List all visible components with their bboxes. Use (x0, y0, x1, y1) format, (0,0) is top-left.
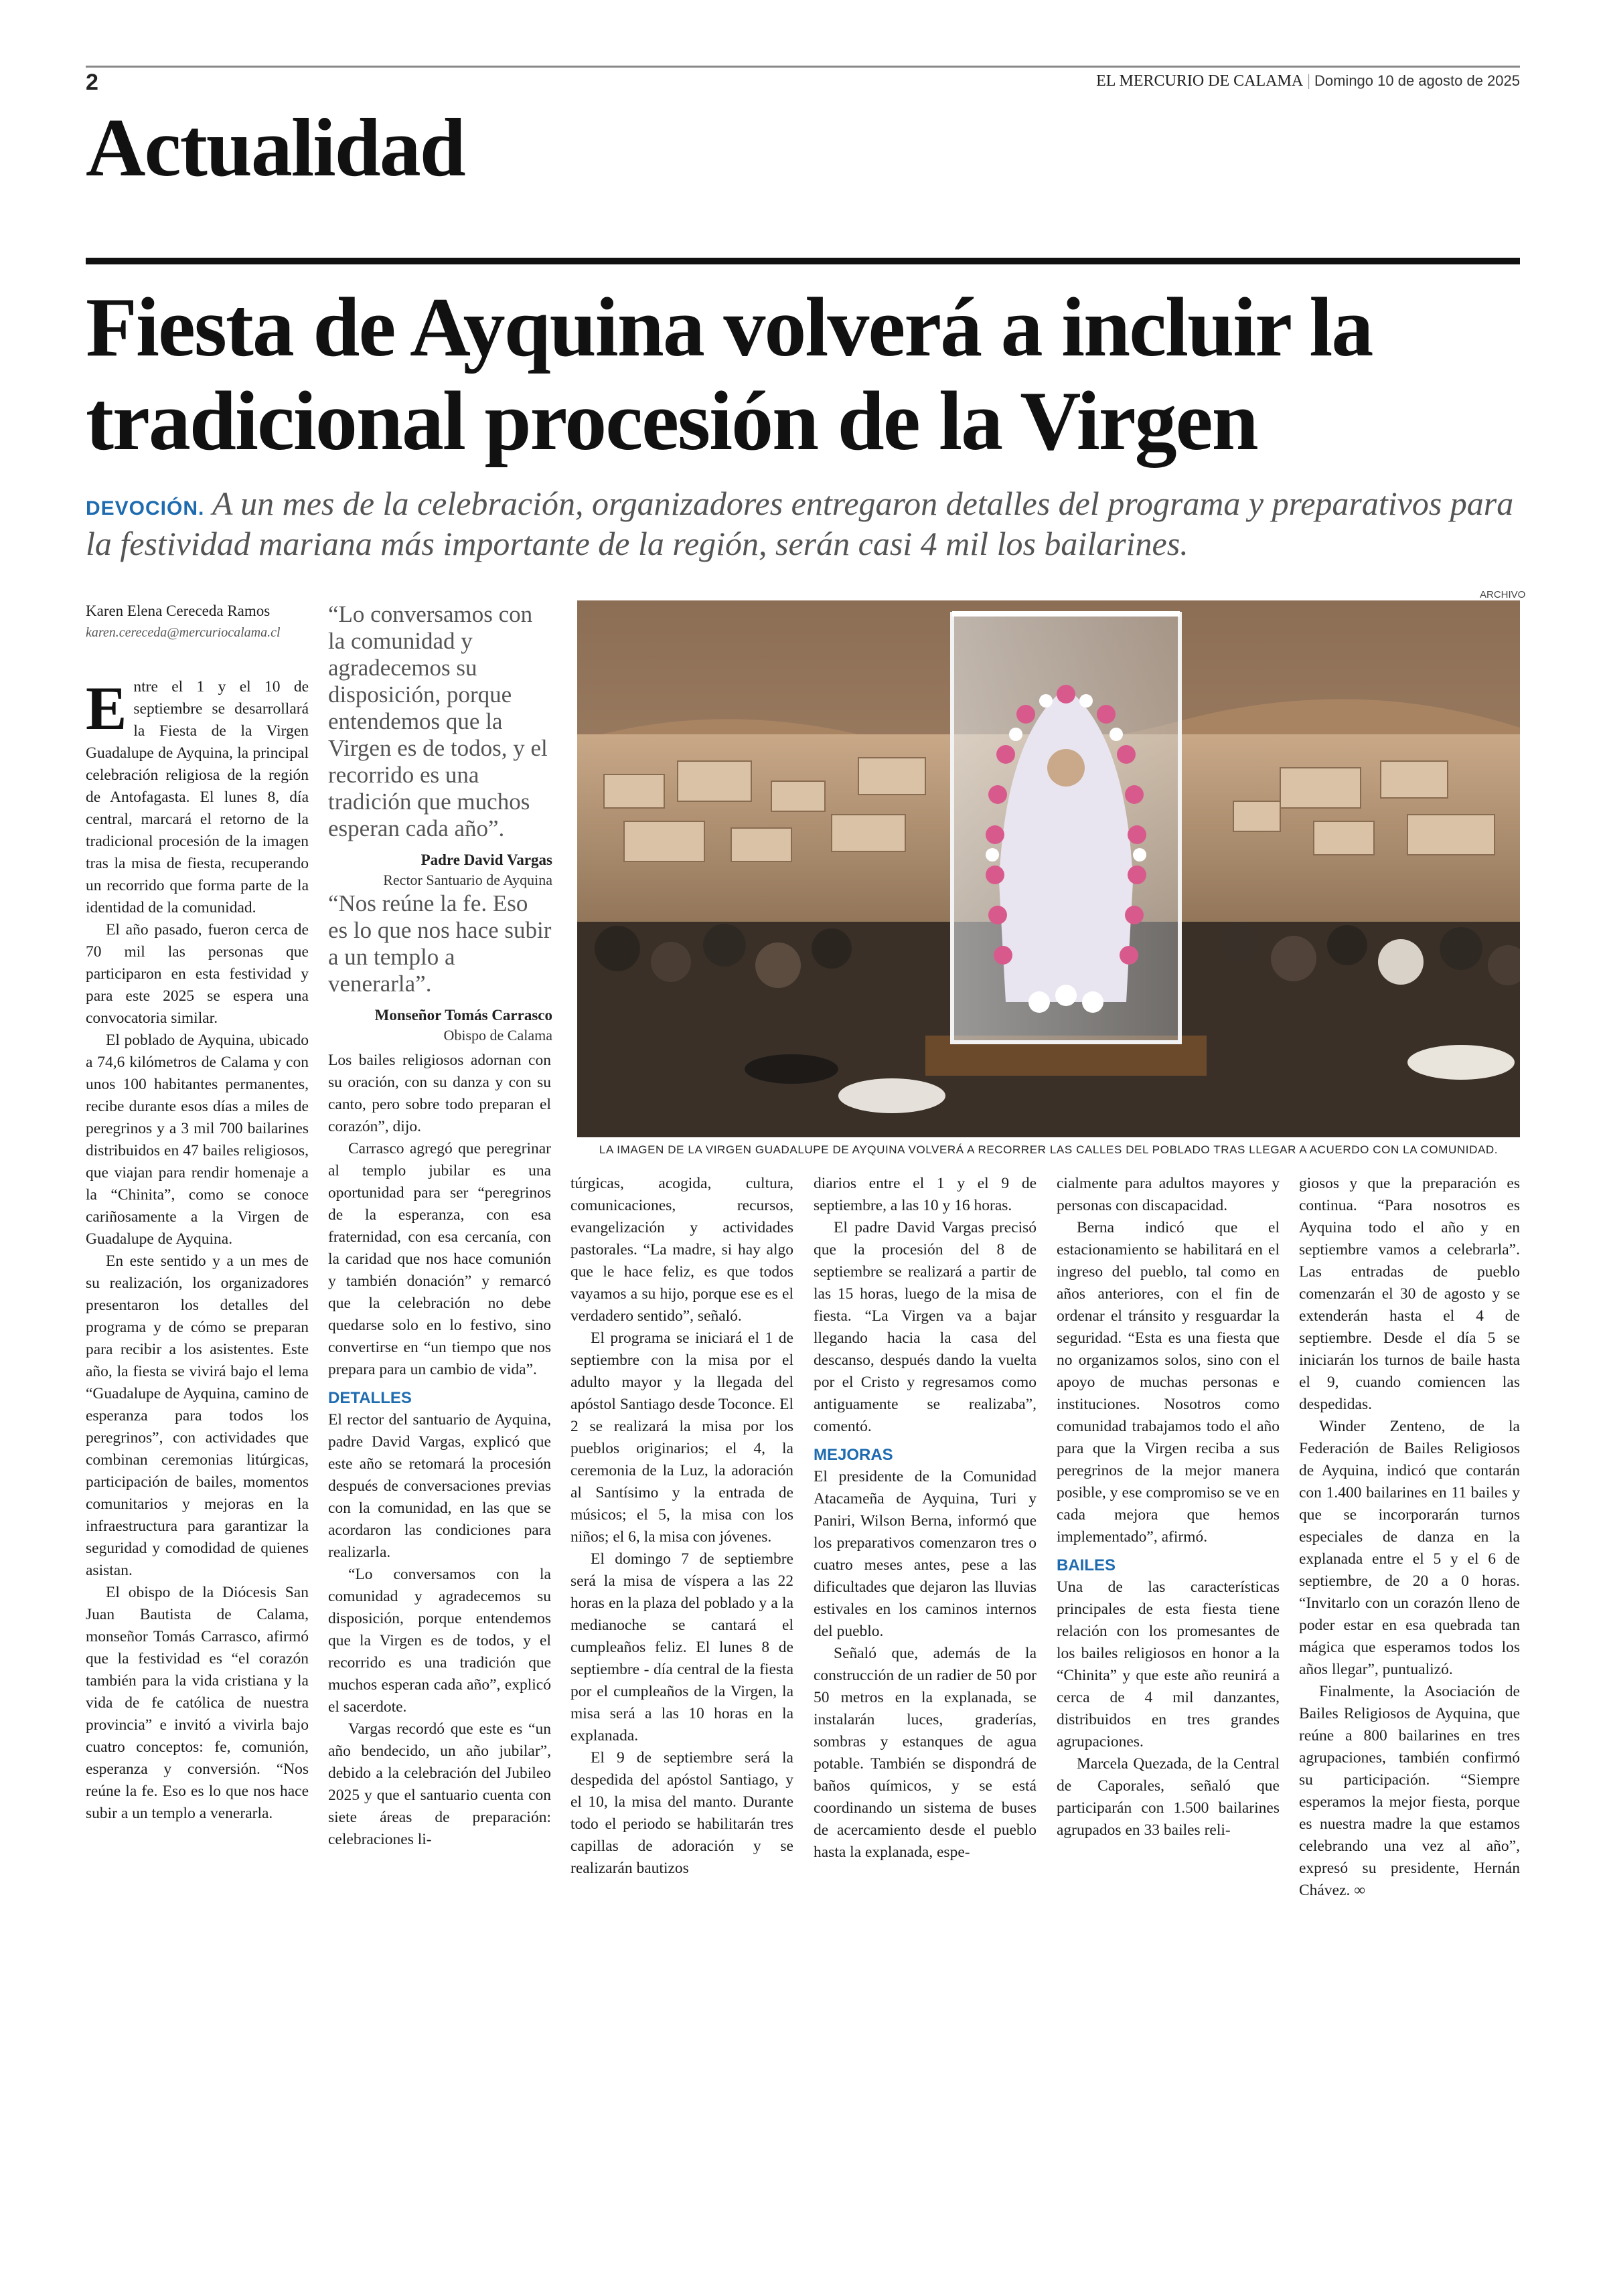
end-mark-icon: ∞ (1354, 1882, 1365, 1899)
photo-credit: ARCHIVO (1480, 589, 1526, 600)
section-rule (86, 258, 1520, 264)
procession-photo-illustration (577, 600, 1520, 1137)
paragraph: El rector del santuario de Ayquina, padre David Vargas, explicó que este año se retomará la procesión después de conversaciones previas con la comunidad, en las que se acordaron las condiciones para realizarla. (328, 1411, 551, 1561)
author-email[interactable]: karen.cereceda@mercuriocalama.cl (86, 625, 281, 640)
paragraph-text: Finalmente, la Asociación de Bailes Religiosos de Ayquina, que reúne a 800 bailarines en tres agrupaciones, también confirmó su participación. “Siempre esperamos la mejor fiesta, porque es nuestra madre la que estamos celebrando una vez al año”, expresó su presidente, Hernán Chávez. (1299, 1683, 1520, 1899)
subheading-mejoras: MEJORAS (814, 1446, 893, 1464)
header-rule (86, 66, 1520, 68)
pull-quote-author: Monseñor Tomás Carrasco (374, 1007, 552, 1023)
pull-quote-text: “Nos reúne la fe. Eso es lo que nos hace subir a un templo a venerarla”. (328, 890, 552, 997)
paragraph: En este sentido y a un mes de su realización, los organizadores presentaron los detalles del programa y de cómo se preparan para recibir a los asistentes. Este año, la fiesta se vivirá bajo el lema “Guadalupe de Ayquina, camino de esperanza para todos los peregrinos”, con actividades que combinan ceremonias litúrgicas, participación de bailes, momentos comunitarios y mejoras en la infraestructura para garantizar la seguridad y comodidad de quienes asistan. (86, 1252, 309, 1579)
pull-quote-role: Rector Santuario de Ayquina (383, 872, 552, 888)
paragraph: “Lo conversamos con la comunidad y agradecemos su disposición, porque entendemos que la Virgen es de todos, y el recorrido es una tradición que muchos esperan cada año”, explicó el sacerdote. (328, 1566, 551, 1716)
subheading-bailes: BAILES (1057, 1556, 1116, 1574)
paragraph: cialmente para adultos mayores y personas con discapacidad. (1057, 1175, 1280, 1214)
paragraph: Señaló que, además de la construcción de un radier de 50 por 50 metros en la explanada, se instalarán luces, graderías, sombras y estanques de agua potable. También se dispondrá de baños químicos, y se está coordinando un sistema de buses de acercamiento desde el pueblo hasta la explanada, espe- (814, 1645, 1037, 1861)
body-column-3 (570, 1173, 793, 1880)
deck-kicker: DEVOCIÓN. (86, 497, 205, 519)
headline-line-1: Fiesta de Ayquina volverá a incluir la (86, 281, 1373, 374)
masthead (1096, 72, 1520, 90)
headline-line-2: tradicional procesión de la Virgen (86, 375, 1257, 468)
pull-quote-role: Obispo de Calama (443, 1027, 552, 1044)
paragraph: Una de las características principales de esta fiesta tiene relación con los promesantes de los bailes religiosos en honor a la “Chinita” y que este año reunirá a cerca de 4 mil danzantes, distribuidos en tres grandes agrupaciones. (1057, 1578, 1280, 1750)
drop-cap: E (86, 674, 127, 742)
paragraph: Carrasco agregó que peregrinar al templo jubilar es una oportunidad para ser “peregrinos de la esperanza, con esa fraternidad, con esa cercanía, con la caridad que nos hace comunión y también donación” y remarcó que la celebración no debe quedarse solo en lo festivo, sino convertirse en “un tiempo que nos prepara para un cambio de vida”. (328, 1140, 551, 1378)
paragraph: El obispo de la Diócesis San Juan Bautista de Calama, monseñor Tomás Carrasco, afirmó que la festividad es “el corazón también para la vida cristiana y la vida de fe católica de nuestra provincia” e invitó a vivirla bajo cuatro conceptos: fe, comunión, esperanza y conversión. “Nos reúne la fe. Eso es lo que nos hace subir a un templo a venerarla. (86, 1584, 309, 1822)
article-deck (86, 483, 1520, 564)
paragraph: El padre David Vargas precisó que la procesión del 8 de septiembre se realizará a partir de las 15 horas, luego de la misa de fiesta. “La Virgen va a bajar llegando hacia la casa del descanso, después dando la vuelta por el Cristo y regresamos como antiguamente se realizaba”, comentó. (814, 1219, 1037, 1435)
publication-date: Domingo 10 de agosto de 2025 (1314, 72, 1520, 89)
body-column-2 (328, 1050, 551, 1851)
photo-caption: LA IMAGEN DE LA VIRGEN GUADALUPE DE AYQUINA VOLVERÁ A RECORRER LAS CALLES DEL POBLADO TRAS LLEGAR A ACUERDO CON LA COMUNIDAD. (599, 1143, 1499, 1156)
paragraph: El programa se iniciará el 1 de septiembre con la misa por el adulto mayor y la llegada del apóstol Santiago desde Toconce. El 2 se realizará la misa por los pueblos originarios; el 4, la ceremonia de la Luz, la adoración al Santísimo y la entrada de músicos; el 5, la misa con los niños; el 6, la misa con jóvenes. (570, 1329, 793, 1546)
byline (86, 602, 313, 641)
paragraph: Berna indicó que el estacionamiento se habilitará en el ingreso del pueblo, tal como en años anteriores, con el fin de ordenar el tránsito y resguardar la seguridad. “Esta es una fiesta que no organizamos solos, sino con el apoyo de muchas personas e instituciones. Nosotros como comunidad trabajamos todo el año para que la Virgen reciba a sus peregrinos de la mejor manera posible, y ese compromiso se ve en cada mejora que hemos implementado”, afirmó. (1057, 1219, 1280, 1546)
paragraph: Vargas recordó que este es “un año bendecido, un año jubilar”, debido a la celebración del Jubileo 2025 y que el santuario cuenta con siete áreas de preparación: celebraciones li- (328, 1720, 551, 1848)
paragraph: El 9 de septiembre será la despedida del apóstol Santiago, y el 10, la misa del manto. Durante todo el periodo se habilitarán tres capillas de adoración y se realizarán bautizos (570, 1749, 793, 1877)
pull-quote-author: Padre David Vargas (420, 851, 552, 868)
publication-name: EL MERCURIO DE CALAMA (1096, 72, 1304, 90)
body-column-4 (814, 1173, 1037, 1864)
body-column-5 (1057, 1173, 1280, 1841)
author-name: Karen Elena Cereceda Ramos (86, 602, 271, 619)
paragraph: Winder Zenteno, de la Federación de Bailes Religiosos de Ayquina, indicó que contarán con 1.400 bailarines en 11 bailes y que se incorporarán turnos especiales de danza en la explanada entre el 5 y el 6 de septiembre, de 20 a 0 horas. “Invitarlo con un corazón lleno de poder estar en esa quebrada tan mágica que esperamos todos los años llegar”, puntualizó. (1299, 1418, 1520, 1678)
subheading-detalles: DETALLES (328, 1389, 412, 1407)
procession-photo (577, 600, 1520, 1137)
paragraph (1299, 1681, 1520, 1902)
paragraph: El año pasado, fueron cerca de 70 mil las personas que participaron en esta festividad y para este 2025 se espera una convocatoria similar. (86, 921, 309, 1027)
paragraph: El domingo 7 de septiembre será la misa de víspera a las 22 horas en la plaza del poblado y a la medianoche se cantará el cumpleaños feliz. El lunes 8 de septiembre - día central de la fiesta por el cumpleaños de la Virgen, la misa será a las 10 horas en la explanada. (570, 1550, 793, 1744)
deck-text: A un mes de la celebración, organizadores entregaron detalles del programa y preparativos para la festividad mariana más importante de la región, serán casi 4 mil los bailarines. (86, 485, 1514, 562)
section-title: Actualidad (86, 102, 465, 193)
article-headline (86, 281, 1520, 469)
pull-quote-text: “Lo conversamos con la comunidad y agradecemos su disposición, porque entendemos que la Virgen es de todos, y el recorrido es una tradición que muchos esperan cada año”. (328, 601, 548, 841)
body-column-6 (1299, 1173, 1520, 1902)
body-column-1 (86, 676, 309, 1825)
masthead-separator: | (1307, 72, 1310, 90)
paragraph: giosos y que la preparación es continua. “Para nosotros es Ayquina todo el año y en septiembre vamos a celebrarla”. Las entradas de pueblo comenzarán el 30 de agosto y se extenderán hasta el 4 de septiembre. Desde el día 5 se iniciarán los turnos de baile hasta el 9, cuando comiencen las despedidas. (1299, 1175, 1520, 1413)
paragraph (86, 676, 309, 919)
paragraph: El presidente de la Comunidad Atacameña de Ayquina, Turi y Paniri, Wilson Berna, informó que los preparativos comenzaron tres o cuatro meses antes, pese a las dificultades que dejaron las lluvias estivales en los caminos internos del pueblo. (814, 1468, 1037, 1640)
pull-quote-2 (328, 890, 552, 1044)
paragraph: túrgicas, acogida, cultura, comunicaciones, recursos, evangelización y actividades pastorales. “La madre, si hay algo que le hace feliz, es que todos vayamos a su hijo, porque ese es el verdadero sentido”, señaló. (570, 1175, 793, 1325)
page-number: 2 (86, 70, 98, 95)
pull-quote-1 (328, 601, 552, 889)
paragraph: El poblado de Ayquina, ubicado a 74,6 kilómetros de Calama y con unos 100 habitantes permanentes, recibe durante esos días a miles de peregrinos y a 3 mil 700 bailarines distribuidos en 47 bailes religiosos, que viajan para rendir homenaje a la “Chinita”, como se conoce cariñosamente a la Virgen de Guadalupe de Ayquina. (86, 1032, 309, 1248)
paragraph: Los bailes religiosos adornan con su oración, con su danza y con su canto, pero sobre todo preparan el corazón”, dijo. (328, 1052, 551, 1135)
paragraph: Marcela Quezada, de la Central de Caporales, señaló que participarán con 1.500 bailarines agrupados en 33 bailes reli- (1057, 1755, 1280, 1839)
paragraph: diarios entre el 1 y el 9 de septiembre, a las 10 y 16 horas. (814, 1175, 1037, 1214)
paragraph-text: ntre el 1 y el 10 de septiembre se desarrollará la Fiesta de la Virgen Guadalupe de Ayquina, la principal celebración religiosa de la región de Antofagasta. El lunes 8, día central, marcará el retorno de la tradicional procesión de la imagen tras la misa de fiesta, recuperando un recorrido que forma parte de la identidad de la comunidad. (86, 678, 309, 916)
